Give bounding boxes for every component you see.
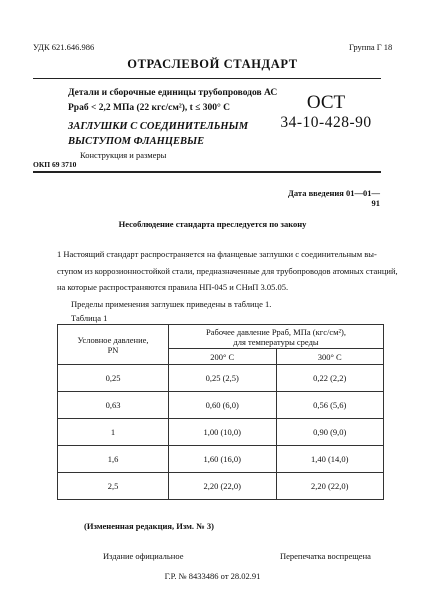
- standard-name: [68, 119, 268, 149]
- cell-t200: 0,25 (2,5): [169, 365, 277, 392]
- paragraph-2: Пределы применения заглушек приведены в таблице 1.: [71, 299, 272, 309]
- registration-number: Г.Р. № 8433486 от 28.02.91: [164, 571, 261, 581]
- header-temp-300: 300° С: [276, 349, 384, 365]
- ost-label: ОСТ: [306, 92, 346, 113]
- header-working-pressure-line-2: для температуры среды: [233, 336, 319, 347]
- group-code: Группа Г 18: [349, 42, 393, 52]
- paragraph-1-line-1: 1 Настоящий стандарт распространяется на фланцевые заглушки с соединительным вы-: [57, 249, 377, 259]
- header-nominal-pressure-line-1: Условное давление,: [77, 334, 149, 345]
- pressure-table: [57, 324, 384, 500]
- cell-t200: 1,00 (10,0): [169, 419, 277, 446]
- table-row: [58, 365, 384, 392]
- cell-t300: 1,40 (14,0): [276, 446, 384, 473]
- okp-code: ОКП 69 3710: [33, 160, 77, 169]
- cell-pn: 0,63: [58, 392, 169, 419]
- udk-code: УДК 621.646.986: [33, 42, 95, 52]
- cell-t200: 1,60 (16,0): [169, 446, 277, 473]
- cell-pn: 0,25: [58, 365, 169, 392]
- cell-pn: 2,5: [58, 473, 169, 500]
- header-working-pressure: [169, 325, 384, 349]
- table-row: [58, 419, 384, 446]
- subject-line-2: Рраб < 2,2 МПа (22 кгс/см²), t ≤ 300° С: [68, 103, 231, 113]
- reprint-prohibited: Перепечатка воспрещена: [280, 551, 371, 561]
- paragraph-1-line-2: ступом из коррозионностойкой стали, предназначенные для трубопроводов атомных станций,: [57, 266, 398, 276]
- header-bottom-divider: [33, 171, 381, 173]
- table-caption: Таблица 1: [71, 313, 108, 323]
- standard-name-line-1: ЗАГЛУШКИ С СОЕДИНИТЕЛЬНЫМ: [68, 121, 249, 132]
- cell-t300: 2,20 (22,0): [276, 473, 384, 500]
- header-working-pressure-line-1: Рабочее давление Рраб, МПа (кгс/см²),: [206, 326, 346, 337]
- cell-pn: 1: [58, 419, 169, 446]
- cell-t200: 0,60 (6,0): [169, 392, 277, 419]
- cell-t200: 2,20 (22,0): [169, 473, 277, 500]
- revision-note: (Измененная редакция, Изм. № 3): [84, 521, 214, 531]
- cell-t300: 0,90 (9,0): [276, 419, 384, 446]
- cell-t300: 0,56 (5,6): [276, 392, 384, 419]
- official-edition: Издание официальное: [103, 551, 184, 561]
- table-row: [58, 392, 384, 419]
- standard-name-line-2: ВЫСТУПОМ ФЛАНЦЕВЫЕ: [68, 136, 205, 147]
- subject-line-1: Детали и сборочные единицы трубопроводов АС: [68, 88, 278, 98]
- ost-number: 34-10-428-90: [280, 114, 372, 131]
- header-temp-200: 200° С: [169, 349, 277, 365]
- table-row: [58, 446, 384, 473]
- introduction-date: Дата введения 01—01—91: [288, 188, 380, 208]
- cell-t300: 0,22 (2,2): [276, 365, 384, 392]
- cell-pn: 1,6: [58, 446, 169, 473]
- top-divider: [33, 78, 381, 79]
- header-nominal-pressure-line-2: PN: [107, 344, 119, 355]
- legal-warning: Несоблюдение стандарта преследуется по закону: [118, 219, 307, 229]
- paragraph-1-line-3: на которые распространяются правила НП-045 и СНиП 3.05.05.: [57, 282, 289, 292]
- header-nominal-pressure: [58, 325, 169, 365]
- document-title: ОТРАСЛЕВОЙ СТАНДАРТ: [127, 57, 298, 71]
- table-row: [58, 473, 384, 500]
- standard-subtitle: Конструкция и размеры: [80, 150, 167, 160]
